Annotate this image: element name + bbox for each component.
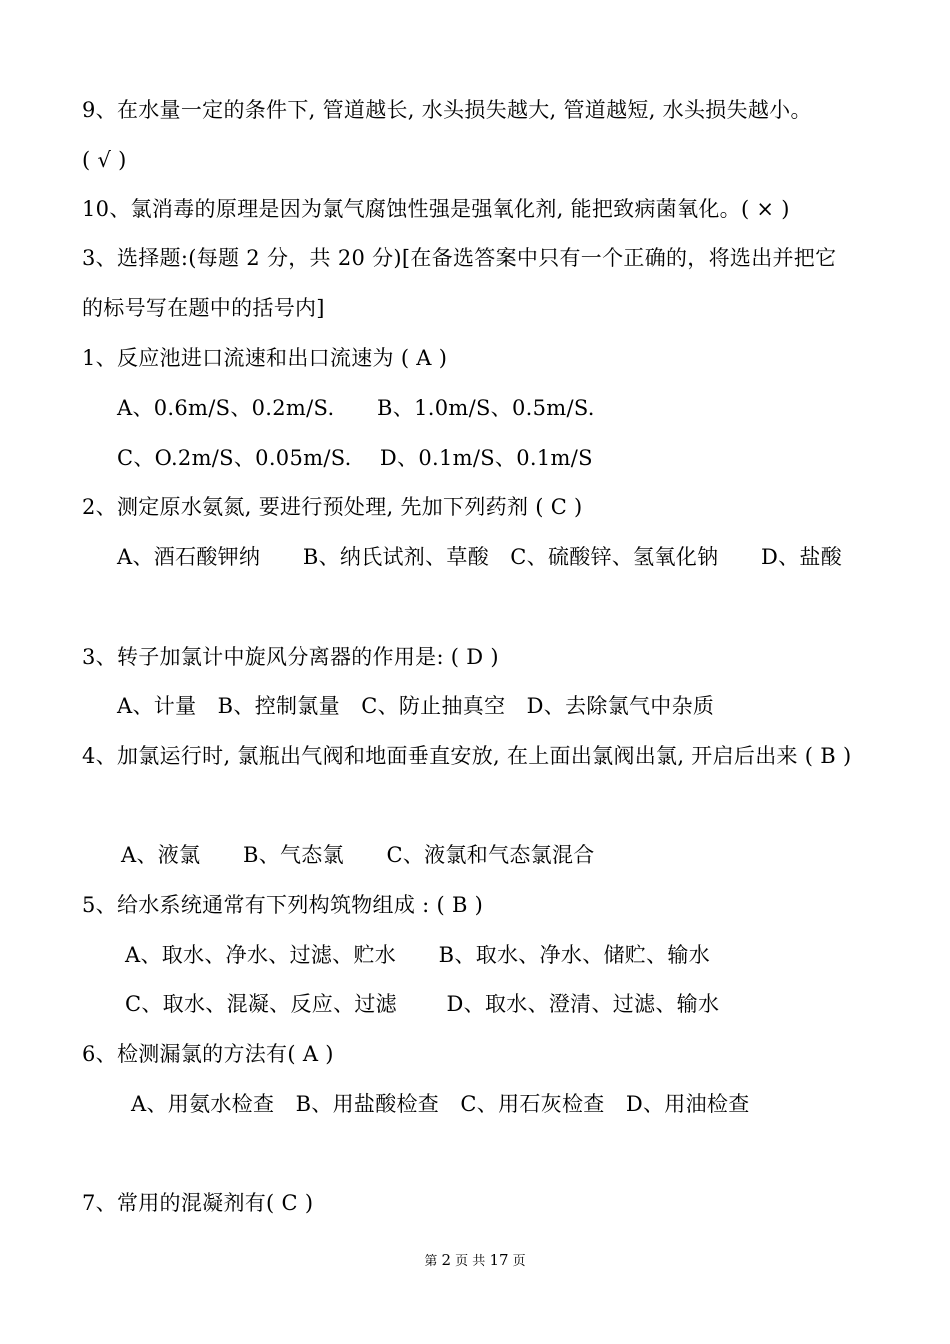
text-line-judgment-10: 10、氯消毒的原理是因为氯气腐蚀性强是强氧化剂, 能把致病菌氧化。( × ) (82, 197, 790, 221)
question-6: 6、检测漏氯的方法有( A ) (82, 1042, 334, 1066)
section-heading-choice-cont: 的标号写在题中的括号内] (82, 296, 325, 320)
page-footer (0, 1250, 950, 1272)
footer-total-pages: 17 (489, 1251, 509, 1269)
footer-middle: 页 共 (455, 1254, 486, 1269)
footer-page-number: 2 (441, 1251, 452, 1269)
question-1-options-cd: C、O.2m/S、0.05m/S. D、0.1m/S、0.1m/S (117, 446, 593, 470)
question-2-options: A、酒石酸钾纳 B、纳氏试剂、草酸 C、硫酸锌、氢氧化钠 D、盐酸 (117, 545, 842, 569)
question-3: 3、转子加氯计中旋风分离器的作用是: ( D ) (82, 645, 499, 669)
question-1: 1、反应池进口流速和出口流速为 ( A ) (82, 346, 448, 370)
section-heading-choice: 3、选择题:(每题 2 分，共 20 分)[在备选答案中只有一个正确的，将选出并把它 (82, 246, 837, 270)
text-line-judgment-9: 9、在水量一定的条件下, 管道越长, 水头损失越大, 管道越短, 水头损失越小。 (82, 98, 812, 122)
footer-suffix: 页 (512, 1254, 526, 1269)
question-5: 5、给水系统通常有下列构筑物组成 : ( B ) (82, 893, 484, 917)
question-4-options: A、液氯 B、气态氯 C、液氯和气态氯混合 (121, 843, 595, 867)
question-6-options: A、用氨水检查 B、用盐酸检查 C、用石灰检查 D、用油检查 (131, 1092, 750, 1116)
question-4: 4、加氯运行时, 氯瓶出气阀和地面垂直安放, 在上面出氯阀出氯, 开启后出来 ( B ) (82, 744, 852, 768)
question-1-options-ab: A、0.6m/S、0.2m/S. B、1.0m/S、0.5m/S. (117, 396, 595, 420)
question-7: 7、常用的混凝剂有( C ) (82, 1191, 314, 1215)
question-3-options: A、计量 B、控制氯量 C、防止抽真空 D、去除氯气中杂质 (117, 694, 715, 718)
question-5-options-ab: A、取水、净水、过滤、贮水 B、取水、净水、储贮、输水 (125, 943, 710, 967)
footer-prefix: 第 (424, 1254, 438, 1269)
question-5-options-cd: C、取水、混凝、反应、过滤 D、取水、澄清、过滤、输水 (125, 992, 720, 1016)
text-line-answer-9: ( √ ) (82, 148, 127, 172)
question-2: 2、测定原水氨氮, 要进行预处理, 先加下列药剂 ( C ) (82, 495, 583, 519)
